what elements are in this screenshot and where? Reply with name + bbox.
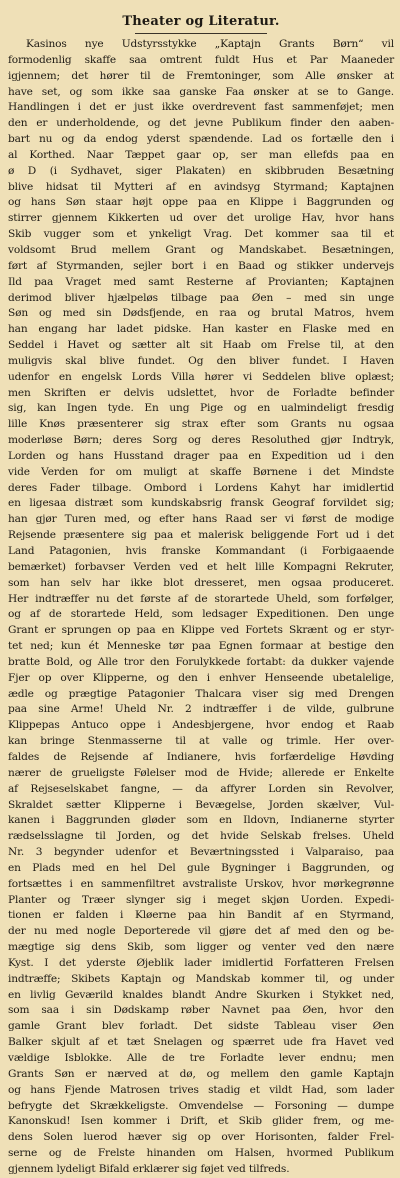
article-line: en ligesaa distræt som kundskabsrig fransk Geograf forvildet sig; bbox=[8, 497, 394, 510]
article-line: han gjør Turen med, og efter hans Raad ser vi først de modige bbox=[8, 513, 394, 526]
article-line: formodenlig skaffe saa omtrent fuldt Hus et Par Maaneder bbox=[8, 53, 394, 66]
article-line: muligvis skal blive fundet. Og den bliver fundet. I Haven bbox=[8, 354, 394, 367]
article-line: Grants Søn er nærved at dø, og mellem den gamle Kaptajn bbox=[8, 1067, 394, 1080]
article-line: tet ned; kun ét Menneske tør paa Egnen formaar at bestige den bbox=[8, 640, 394, 653]
article-line: en Plads med en hel Del gule Bygninger i Baggrunden, og bbox=[8, 861, 394, 874]
article-line: igjennem; det hører til de Fremtoninger, som Alle ønsker at bbox=[8, 69, 394, 82]
article-line: faldes de Rejsende af Indianere, hvis forfærdelige Høvding bbox=[8, 750, 394, 763]
article-line: vide Verden for om muligt at skaffe Børnene i det Mindste bbox=[8, 465, 394, 478]
article-line: dens Solen luerod hæver sig op over Horisonten, falder Frel- bbox=[8, 1131, 394, 1144]
article-line: bart nu og da endog yderst spændende. Lad os fortælle den i bbox=[8, 133, 394, 146]
article-line: ført af Styrmanden, sejler bort i en Baad og stikker undervejs bbox=[8, 259, 394, 272]
article-line: have set, og som ikke saa ganske Faa ønsker at se to Gange. bbox=[8, 85, 394, 98]
title-underline bbox=[135, 33, 267, 34]
article-title: Theater og Literatur. bbox=[122, 14, 280, 29]
article-line: bemærket) forbavser Verden ved et helt lille Kompagni Rekruter, bbox=[8, 560, 394, 573]
article-line: nærer de grueligste Følelser mod de Hvide; allerede er Enkelte bbox=[8, 766, 394, 779]
article-line: kan bringe Stenmasserne til at valle og trimle. Her over- bbox=[8, 735, 394, 748]
article-line: Lorden og hans Husstand drager paa en Expedition ud i den bbox=[8, 449, 394, 462]
article-line: og hans Søn staar højt oppe paa en Klippe i Baggrunden og bbox=[8, 196, 394, 209]
article-line: udenfor en engelsk Lords Villa hører vi Seddelen blive oplæst; bbox=[8, 370, 394, 383]
article-line: den er underholdende, og det jevne Publikum finder den aaben- bbox=[8, 117, 394, 130]
article-line: vældige Isblokke. Alle de tre Forladte lever endnu; men bbox=[8, 1052, 394, 1064]
article-line: bratte Bold, og Alle tror den Forulykkede fortabt: da dukker vajende bbox=[8, 655, 394, 668]
article-line: derimod bliver hjælpeløs tilbage paa Øen – med sin unge bbox=[8, 291, 394, 304]
article-line: sig, kan Ingen tyde. En ung Pige og en ualmindeligt fresdig bbox=[8, 402, 394, 415]
article-line: Balker skjult af et tæt Snelagen og spærret ude fra Havet ved bbox=[8, 1036, 394, 1049]
article-line: Grant er sprungen op paa en Klippe ved Fortets Skrænt og er styr- bbox=[8, 624, 394, 637]
article-line: moderløse Børn; deres Sorg og deres Resoluthed gjør Indtryk, bbox=[8, 434, 394, 447]
article-line: serne og de Frelste hinanden om Halsen, hvormed Publikum bbox=[8, 1147, 394, 1160]
article-line: Seddel i Havet og sætter alt sit Haab om Frelse til, at den bbox=[8, 339, 394, 352]
article-line: Søn og med sin Dødsfjende, en raa og brutal Matros, hvem bbox=[8, 307, 394, 320]
article-line: ædle og prægtige Patagonier Thalcara viser sig med Drengen bbox=[8, 687, 394, 700]
article-line: men Skriften er delvis udslettet, hvor de Forladte befinder bbox=[8, 386, 394, 399]
article-line: Handlingen i det er just ikke overdrevent fast sammenføjet; men bbox=[8, 101, 394, 114]
article-line: stirrer gjennem Kikkerten ud over det urolige Hav, hvor hans bbox=[8, 212, 394, 225]
article-line: indtræffe; Skibets Kaptajn og Mandskab kommer til, og under bbox=[8, 972, 394, 985]
article-line: han engang har ladet pidske. Han kaster en Flaske med en bbox=[8, 323, 394, 336]
article-line: Planter og Træer slynger sig i meget skjøn Uorden. Expedi- bbox=[8, 893, 394, 906]
article-line: ø D (i Sydhavet, siger Plakaten) en skibbruden Besætning bbox=[8, 164, 394, 177]
article-line: Skib vugger som et ynkeligt Vrag. Det kommer saa til et bbox=[8, 228, 394, 241]
article-line: mægtige sig dens Skib, som ligger og venter ved den nære bbox=[8, 941, 394, 954]
article-line: Kanonskud! Isen kommer i Drift, et Skib glider frem, og me- bbox=[8, 1115, 394, 1128]
article-line: gjennem lydeligt Bifald erklærer sig føjet ved tilfreds. bbox=[8, 1162, 290, 1175]
article-line: al Korthed. Naar Tæppet gaar op, ser man ellefds paa en bbox=[8, 148, 394, 161]
article-line: deres Fader tilbage. Ombord i Lordens Kahyt har imidlertid bbox=[8, 481, 394, 494]
article-line: og af de storartede Held, som ledsager Expeditionen. Den unge bbox=[8, 608, 394, 621]
article-line: Nr. 3 begynder udenfor et Beværtningssted i Valparaiso, paa bbox=[8, 846, 394, 859]
article-line: af Rejseselskabet fangne, — da affyrer Lorden sin Revolver, bbox=[8, 782, 394, 795]
article-line: befrygte det Skrækkeligste. Omvendelse — Forsoning — dumpe bbox=[8, 1099, 394, 1112]
article-line: gamle Grant blev forladt. Det sidste Tableau viser Øen bbox=[8, 1020, 394, 1033]
article-line: tionen er falden i Kløerne paa hin Bandit af en Styrmand, bbox=[8, 909, 394, 922]
article-line: blive hidsat til Mytteri af en avindsyg Styrmand; Kaptajnen bbox=[8, 180, 394, 193]
article-line: Kasinos nye Udstyrsstykke „Kaptajn Grants Børn“ vil bbox=[26, 38, 394, 50]
article-line: Her indtræffer nu det første af de storartede Uheld, som forfølger, bbox=[8, 592, 394, 605]
article-line: fortsættes i en sammenfiltret avstraliste Urskov, hvor mørkegrønne bbox=[8, 877, 394, 890]
article-line: Klippepas Antuco oppe i Andesbjergene, hvor endog et Raab bbox=[8, 719, 394, 732]
article-line: som saa i sin Dødskamp røber Navnet paa Øen, hvor den bbox=[8, 1004, 394, 1017]
article-line: der nu med nogle Deporterede vil gjøre det af med den og be- bbox=[8, 925, 394, 938]
article-line: Rejsende præsentere sig paa et malerisk beliggende Fort ud i det bbox=[8, 529, 394, 542]
article-line: som han selv har ikke blot dresseret, men ogsaa produceret. bbox=[8, 576, 394, 589]
article-line: Ild paa Vraget med samt Resterne af Provianten; Kaptajnen bbox=[8, 275, 394, 288]
article-line: og hans Fjende Matrosen trives stadig et vildt Had, som lader bbox=[8, 1083, 394, 1096]
article-line: Land Patagonien, hvis franske Kommandant (i Forbigaaende bbox=[8, 545, 394, 557]
article-line: voldsomt Brud mellem Grant og Mandskabet. Besætningen, bbox=[8, 243, 394, 256]
article-line: Kyst. I det yderste Øjeblik lader imidlertid Forfatteren Frelsen bbox=[8, 956, 394, 969]
article-line: rædselsslagne til Jorden, og det hvide Selskab frelses. Uheld bbox=[8, 830, 394, 843]
article-line: paa sine Arme! Uheld Nr. 2 indtræffer i de vilde, gulbrune bbox=[8, 703, 394, 716]
article-line: en livlig Geværild knaldes blandt Andre Skurken i Stykket ned, bbox=[8, 988, 394, 1001]
article-line: Fjer op over Klipperne, og den i enhver Henseende ubetalelige, bbox=[8, 671, 394, 684]
article-line: kanen i Baggrunden gløder som en Ildovn, Indianerne styrter bbox=[8, 814, 394, 827]
article-line: lille Knøs præsenterer sig strax efter som Grants nu ogsaa bbox=[8, 418, 394, 431]
article-line: Skraldet sætter Klipperne i Bevægelse, Jorden skælver, Vul- bbox=[8, 798, 394, 811]
article-body bbox=[8, 37, 394, 1178]
